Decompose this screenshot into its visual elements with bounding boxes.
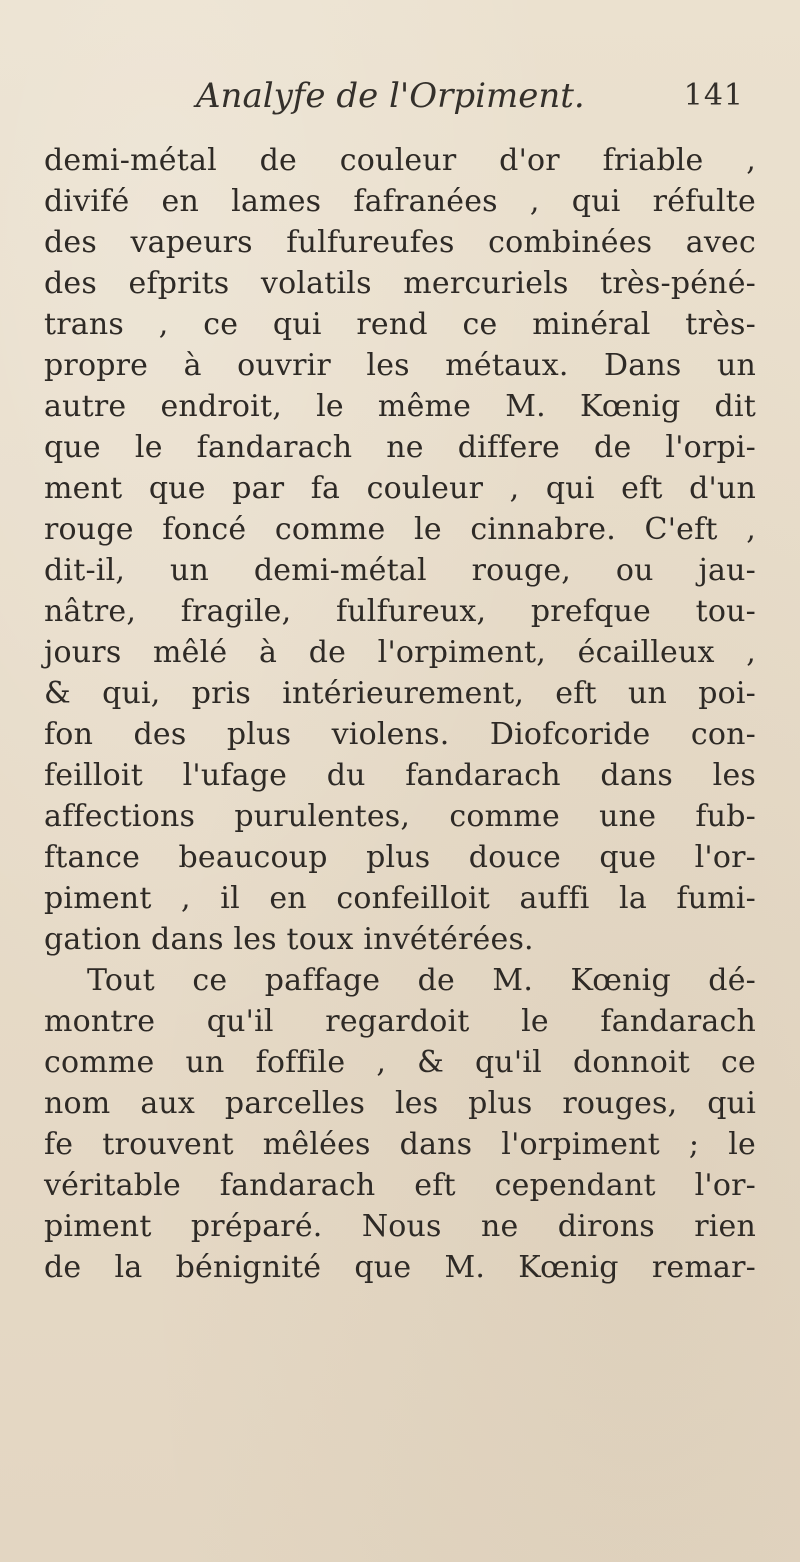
text-line: montre qu'il regardoit le fandarach <box>44 1004 756 1039</box>
text-line: des vapeurs fulfureufes combinées avec <box>44 225 756 260</box>
text-line: piment préparé. Nous ne dirons rien <box>44 1209 756 1244</box>
text-line: jours mêlé à de l'orpiment, écailleux , <box>44 635 756 670</box>
text-line: comme un foffile , & qu'il donnoit ce <box>44 1045 756 1080</box>
body-text <box>44 140 756 1288</box>
text-line: dit-il, un demi-métal rouge, ou jau- <box>44 553 756 588</box>
text-line: fon des plus violens. Diofcoride con- <box>44 717 756 752</box>
text-line: fe trouvent mêlées dans l'orpiment ; le <box>44 1127 756 1162</box>
page-number: 141 <box>683 78 744 113</box>
text-line: que le fandarach ne differe de l'orpi- <box>44 430 756 465</box>
text-line: ftance beaucoup plus douce que l'or- <box>44 840 756 875</box>
text-line: & qui, pris intérieurement, eft un poi- <box>44 676 756 711</box>
text-line: demi-métal de couleur d'or friable , <box>44 143 756 178</box>
text-line: propre à ouvrir les métaux. Dans un <box>44 348 756 383</box>
paragraph-start-line: Tout ce paffage de M. Kœnig dé- <box>87 963 756 998</box>
running-title: Analyfe de l'Orpiment. <box>196 76 585 116</box>
text-line: piment , il en confeilloit auffi la fumi- <box>44 881 756 916</box>
text-line: de la bénignité que M. Kœnig remar- <box>44 1250 756 1285</box>
text-line: divifé en lames fafranées , qui réfulte <box>44 184 756 219</box>
paragraph-end-line: gation dans les toux invétérées. <box>44 922 534 957</box>
text-line: ment que par fa couleur , qui eft d'un <box>44 471 756 506</box>
text-line: des efprits volatils mercuriels très-péné- <box>44 266 756 301</box>
text-line: trans , ce qui rend ce minéral très- <box>44 307 756 342</box>
text-line: rouge foncé comme le cinnabre. C'eft , <box>44 512 756 547</box>
text-line: nâtre, fragile, fulfureux, prefque tou- <box>44 594 756 629</box>
running-head <box>196 72 744 120</box>
text-line: nom aux parcelles les plus rouges, qui <box>44 1086 756 1121</box>
text-line: véritable fandarach eft cependant l'or- <box>44 1168 756 1203</box>
text-line: feilloit l'ufage du fandarach dans les <box>44 758 756 793</box>
text-line: affections purulentes, comme une fub- <box>44 799 756 834</box>
text-line: autre endroit, le même M. Kœnig dit <box>44 389 756 424</box>
